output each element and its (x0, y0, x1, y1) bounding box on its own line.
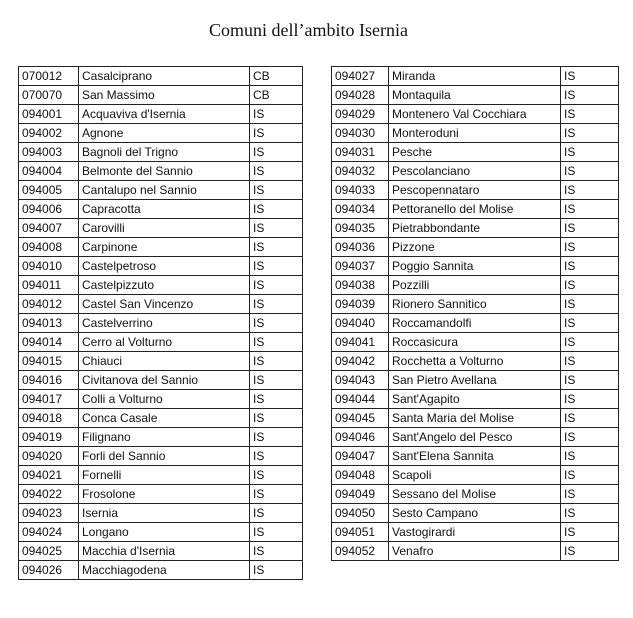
province-cell: IS (561, 86, 619, 105)
province-cell: IS (250, 409, 303, 428)
comune-code-cell: 094038 (332, 276, 389, 295)
table-row (332, 390, 619, 409)
table-row (332, 162, 619, 181)
comune-name-cell: Roccamandolfi (389, 314, 561, 333)
table-row (19, 162, 303, 181)
province-cell: IS (250, 219, 303, 238)
table-row (332, 466, 619, 485)
comune-name-cell: Miranda (389, 67, 561, 86)
table-row (19, 314, 303, 333)
province-cell: IS (250, 314, 303, 333)
comune-name-cell: Colli a Volturno (79, 390, 250, 409)
province-cell: IS (561, 257, 619, 276)
table-row (19, 371, 303, 390)
province-cell: IS (561, 238, 619, 257)
comune-name-cell: Castel San Vincenzo (79, 295, 250, 314)
province-cell: IS (561, 542, 619, 561)
province-cell: IS (561, 162, 619, 181)
table-row (19, 542, 303, 561)
comune-code-cell: 094004 (19, 162, 79, 181)
province-cell: IS (561, 428, 619, 447)
comune-code-cell: 094016 (19, 371, 79, 390)
comune-code-cell: 094007 (19, 219, 79, 238)
comune-name-cell: Bagnoli del Trigno (79, 143, 250, 162)
comune-code-cell: 094045 (332, 409, 389, 428)
province-cell: IS (561, 447, 619, 466)
table-row (332, 352, 619, 371)
comune-code-cell: 094033 (332, 181, 389, 200)
comune-code-cell: 094023 (19, 504, 79, 523)
province-cell: IS (250, 200, 303, 219)
table-row (19, 295, 303, 314)
comune-code-cell: 094050 (332, 504, 389, 523)
comune-name-cell: Carovilli (79, 219, 250, 238)
comune-name-cell: Scapoli (389, 466, 561, 485)
comune-name-cell: Pizzone (389, 238, 561, 257)
table-row (332, 181, 619, 200)
comune-code-cell: 094044 (332, 390, 389, 409)
comune-name-cell: Civitanova del Sannio (79, 371, 250, 390)
table-row (19, 504, 303, 523)
comune-code-cell: 094037 (332, 257, 389, 276)
comune-name-cell: Sant'Elena Sannita (389, 447, 561, 466)
comune-name-cell: Frosolone (79, 485, 250, 504)
table-row (332, 333, 619, 352)
comune-code-cell: 094036 (332, 238, 389, 257)
table-row (332, 314, 619, 333)
comune-code-cell: 094046 (332, 428, 389, 447)
comune-name-cell: Macchia d'Isernia (79, 542, 250, 561)
comune-code-cell: 070012 (19, 67, 79, 86)
province-cell: IS (250, 466, 303, 485)
comune-name-cell: Pettoranello del Molise (389, 200, 561, 219)
table-row (19, 143, 303, 162)
comune-code-cell: 094018 (19, 409, 79, 428)
table-row (332, 219, 619, 238)
province-cell: IS (561, 295, 619, 314)
comune-name-cell: Macchiagodena (79, 561, 250, 580)
province-cell: IS (561, 200, 619, 219)
table-row (332, 257, 619, 276)
comune-name-cell: San Pietro Avellana (389, 371, 561, 390)
comuni-table-left (18, 66, 303, 580)
comune-name-cell: Venafro (389, 542, 561, 561)
comune-name-cell: Agnone (79, 124, 250, 143)
comune-name-cell: Castelpetroso (79, 257, 250, 276)
comune-code-cell: 094010 (19, 257, 79, 276)
comune-code-cell: 094042 (332, 352, 389, 371)
table-row (19, 352, 303, 371)
comune-code-cell: 094048 (332, 466, 389, 485)
comune-code-cell: 094034 (332, 200, 389, 219)
table-row (19, 181, 303, 200)
province-cell: IS (250, 295, 303, 314)
comune-code-cell: 094012 (19, 295, 79, 314)
comune-name-cell: Cerro al Volturno (79, 333, 250, 352)
table-row (19, 276, 303, 295)
province-cell: IS (250, 257, 303, 276)
comune-name-cell: Montenero Val Cocchiara (389, 105, 561, 124)
province-cell: IS (561, 105, 619, 124)
comune-code-cell: 094039 (332, 295, 389, 314)
comune-code-cell: 070070 (19, 86, 79, 105)
comune-name-cell: Longano (79, 523, 250, 542)
table-row (19, 390, 303, 409)
table-row (332, 200, 619, 219)
province-cell: IS (250, 105, 303, 124)
province-cell: IS (250, 428, 303, 447)
comune-name-cell: Acquaviva d'Isernia (79, 105, 250, 124)
province-cell: IS (250, 561, 303, 580)
comune-code-cell: 094001 (19, 105, 79, 124)
comune-code-cell: 094024 (19, 523, 79, 542)
province-cell: IS (250, 143, 303, 162)
comune-name-cell: Sessano del Molise (389, 485, 561, 504)
comune-name-cell: Filignano (79, 428, 250, 447)
province-cell: IS (561, 352, 619, 371)
comune-name-cell: Casalciprano (79, 67, 250, 86)
comune-name-cell: Santa Maria del Molise (389, 409, 561, 428)
table-row (332, 485, 619, 504)
comune-name-cell: Chiauci (79, 352, 250, 371)
province-cell: IS (561, 504, 619, 523)
comune-code-cell: 094005 (19, 181, 79, 200)
comune-code-cell: 094026 (19, 561, 79, 580)
comuni-table-right (331, 66, 619, 561)
province-cell: IS (250, 523, 303, 542)
comune-name-cell: Rocchetta a Volturno (389, 352, 561, 371)
comune-name-cell: Poggio Sannita (389, 257, 561, 276)
comune-name-cell: Castelpizzuto (79, 276, 250, 295)
province-cell: IS (561, 314, 619, 333)
comuni-table-left-body (19, 67, 303, 580)
province-cell: IS (561, 333, 619, 352)
table-row (332, 447, 619, 466)
province-cell: IS (250, 181, 303, 200)
comune-name-cell: Carpinone (79, 238, 250, 257)
comune-name-cell: Sant'Angelo del Pesco (389, 428, 561, 447)
comune-name-cell: San Massimo (79, 86, 250, 105)
table-row (19, 219, 303, 238)
comune-name-cell: Belmonte del Sannio (79, 162, 250, 181)
comune-code-cell: 094008 (19, 238, 79, 257)
province-cell: IS (250, 504, 303, 523)
comune-code-cell: 094040 (332, 314, 389, 333)
comune-name-cell: Conca Casale (79, 409, 250, 428)
comune-name-cell: Capracotta (79, 200, 250, 219)
comune-name-cell: Pesche (389, 143, 561, 162)
comune-name-cell: Vastogirardi (389, 523, 561, 542)
comune-name-cell: Rionero Sannitico (389, 295, 561, 314)
comune-name-cell: Pietrabbondante (389, 219, 561, 238)
province-cell: IS (561, 276, 619, 295)
table-row (19, 561, 303, 580)
table-row (19, 67, 303, 86)
comune-code-cell: 094002 (19, 124, 79, 143)
comune-name-cell: Isernia (79, 504, 250, 523)
table-row (332, 504, 619, 523)
comune-code-cell: 094011 (19, 276, 79, 295)
table-row (332, 105, 619, 124)
table-row (19, 257, 303, 276)
comune-name-cell: Pozzilli (389, 276, 561, 295)
comune-code-cell: 094032 (332, 162, 389, 181)
province-cell: IS (561, 219, 619, 238)
comune-code-cell: 094035 (332, 219, 389, 238)
comune-code-cell: 094014 (19, 333, 79, 352)
table-row (332, 523, 619, 542)
province-cell: IS (561, 371, 619, 390)
table-row (19, 200, 303, 219)
comune-code-cell: 094015 (19, 352, 79, 371)
comune-name-cell: Sant'Agapito (389, 390, 561, 409)
table-row (19, 124, 303, 143)
comune-code-cell: 094025 (19, 542, 79, 561)
comune-name-cell: Cantalupo nel Sannio (79, 181, 250, 200)
comune-code-cell: 094017 (19, 390, 79, 409)
comune-code-cell: 094041 (332, 333, 389, 352)
comuni-table-right-body (332, 67, 619, 561)
table-row (332, 238, 619, 257)
table-row (19, 238, 303, 257)
table-row (19, 105, 303, 124)
province-cell: IS (250, 162, 303, 181)
table-row (332, 428, 619, 447)
province-cell: IS (250, 447, 303, 466)
province-cell: IS (250, 485, 303, 504)
province-cell: IS (250, 238, 303, 257)
province-cell: IS (561, 523, 619, 542)
province-cell: IS (561, 409, 619, 428)
province-cell: IS (561, 143, 619, 162)
comune-name-cell: Roccasicura (389, 333, 561, 352)
comune-code-cell: 094043 (332, 371, 389, 390)
comune-code-cell: 094006 (19, 200, 79, 219)
comune-code-cell: 094031 (332, 143, 389, 162)
comune-name-cell: Pescopennataro (389, 181, 561, 200)
table-row (19, 409, 303, 428)
table-row (19, 333, 303, 352)
table-row (332, 295, 619, 314)
province-cell: IS (250, 542, 303, 561)
province-cell: IS (250, 371, 303, 390)
table-row (19, 466, 303, 485)
province-cell: IS (561, 485, 619, 504)
comune-name-cell: Pescolanciano (389, 162, 561, 181)
province-cell: IS (250, 390, 303, 409)
table-row (332, 143, 619, 162)
table-row (19, 428, 303, 447)
table-row (19, 86, 303, 105)
comune-code-cell: 094022 (19, 485, 79, 504)
table-row (19, 447, 303, 466)
table-row (332, 67, 619, 86)
province-cell: IS (250, 276, 303, 295)
comune-code-cell: 094013 (19, 314, 79, 333)
comune-code-cell: 094030 (332, 124, 389, 143)
province-cell: IS (250, 333, 303, 352)
comune-name-cell: Castelverrino (79, 314, 250, 333)
table-row (19, 485, 303, 504)
comune-name-cell: Fornelli (79, 466, 250, 485)
comune-code-cell: 094003 (19, 143, 79, 162)
table-row (332, 371, 619, 390)
comune-code-cell: 094021 (19, 466, 79, 485)
comune-code-cell: 094020 (19, 447, 79, 466)
table-row (332, 276, 619, 295)
comune-name-cell: Forli del Sannio (79, 447, 250, 466)
province-cell: IS (561, 390, 619, 409)
comune-code-cell: 094027 (332, 67, 389, 86)
province-cell: IS (561, 181, 619, 200)
comune-name-cell: Sesto Campano (389, 504, 561, 523)
page-title: Comuni dell’ambito Isernia (209, 20, 408, 40)
comune-code-cell: 094029 (332, 105, 389, 124)
province-cell: IS (561, 124, 619, 143)
comune-code-cell: 094028 (332, 86, 389, 105)
province-cell: IS (250, 124, 303, 143)
province-cell: IS (561, 466, 619, 485)
table-row (332, 124, 619, 143)
comune-code-cell: 094049 (332, 485, 389, 504)
comune-name-cell: Montaquila (389, 86, 561, 105)
table-row (332, 86, 619, 105)
province-cell: CB (250, 67, 303, 86)
comune-code-cell: 094047 (332, 447, 389, 466)
comune-name-cell: Monteroduni (389, 124, 561, 143)
table-row (332, 542, 619, 561)
comune-code-cell: 094019 (19, 428, 79, 447)
comune-code-cell: 094051 (332, 523, 389, 542)
province-cell: IS (561, 67, 619, 86)
table-row (19, 523, 303, 542)
table-row (332, 409, 619, 428)
comune-code-cell: 094052 (332, 542, 389, 561)
province-cell: CB (250, 86, 303, 105)
province-cell: IS (250, 352, 303, 371)
